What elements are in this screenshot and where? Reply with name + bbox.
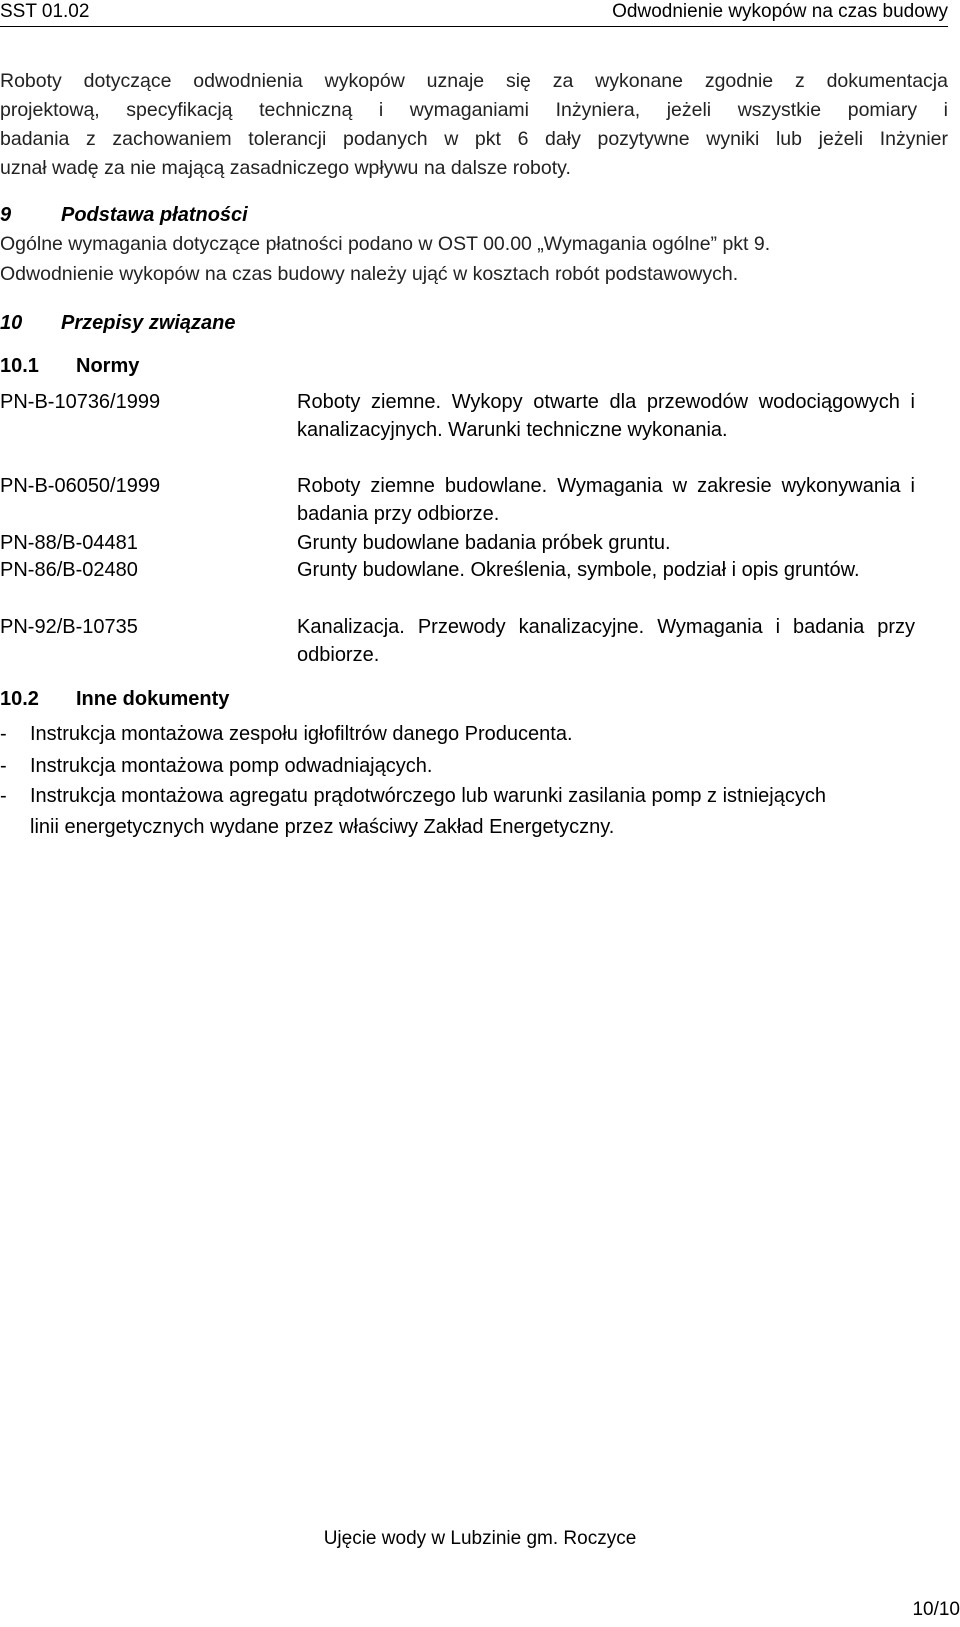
norm-description <box>297 613 915 669</box>
norm-code: PN-B-10736/1999 <box>0 391 161 413</box>
norm-description-text: Kanalizacja. Przewody kanalizacyjne. Wymagania i badania przy odbiorze. <box>297 616 915 666</box>
norm-description-text: Roboty ziemne budowlane. Wymagania w zakresie wykonywania i badania przy odbiorze. <box>297 475 915 525</box>
running-header <box>0 0 948 27</box>
list-item <box>0 719 860 750</box>
list-dash: - <box>0 785 7 807</box>
section-title: Normy <box>76 355 140 377</box>
intro-line: uznał wadę za nie mającą zasadniczego wpływu na dalsze roboty. <box>0 157 571 179</box>
page-number: 10/10 <box>912 1599 960 1620</box>
list-item-text: Instrukcja montażowa pomp odwadniających. <box>30 755 433 777</box>
intro-line: Roboty dotyczące odwodnienia wykopów uznaje się za wykonane zgodnie z dokumentacja <box>0 70 948 92</box>
intro-line: projektową, specyfikacją techniczną i wymaganiami Inżyniera, jeżeli wszystkie pomiary i <box>0 99 948 121</box>
section-number: 10.2 <box>0 688 39 710</box>
norm-description-text: Roboty ziemne. Wykopy otwarte dla przewodów wodociągowych i kanalizacyjnych. Warunki techniczne wykonania. <box>297 391 915 441</box>
payment-line-2: Odwodnienie wykopów na czas budowy należy ująć w kosztach robót podstawowych. <box>0 263 739 285</box>
section-10-1-heading <box>0 353 139 379</box>
section-title: Podstawa płatności <box>61 204 248 226</box>
norm-code: PN-88/B-04481 <box>0 532 138 554</box>
norm-description <box>297 472 915 528</box>
section-number: 9 <box>0 204 12 226</box>
intro-line: badania z zachowaniem tolerancji podanych w pkt 6 dały pozytywne wyniki lub jeżeli Inżynier <box>0 128 948 150</box>
section-number: 10.1 <box>0 355 39 377</box>
section-10-heading <box>0 310 236 336</box>
norm-code: PN-B-06050/1999 <box>0 475 161 497</box>
norm-code: PN-92/B-10735 <box>0 616 138 638</box>
list-item-text: Instrukcja montażowa agregatu prądotwórczego lub warunki zasilania pomp z istniejących linii energetycznych wydane przez właściwy Zakład Energetyczny. <box>30 785 826 838</box>
spec-title: Odwodnienie wykopów na czas budowy <box>612 1 948 22</box>
section-title: Inne dokumenty <box>76 688 230 710</box>
norm-description <box>297 529 915 557</box>
norm-description <box>297 556 915 584</box>
list-item-text: Instrukcja montażowa zespołu igłofiltrów danego Producenta. <box>30 723 573 745</box>
section-title: Przepisy związane <box>61 312 236 334</box>
payment-line-1: Ogólne wymagania dotyczące płatności podano w OST 00.00 „Wymagania ogólne” pkt 9. <box>0 233 771 255</box>
section-10-2-heading <box>0 686 229 712</box>
list-item <box>0 781 860 843</box>
norm-code: PN-86/B-02480 <box>0 559 138 581</box>
norm-description <box>297 388 915 444</box>
norm-description-text: Grunty budowlane badania próbek gruntu. <box>297 532 671 554</box>
list-dash: - <box>0 723 7 745</box>
list-item <box>0 751 860 782</box>
spec-code: SST 01.02 <box>0 1 90 22</box>
section-number: 10 <box>0 312 23 334</box>
footer-project-name: Ujęcie wody w Lubzinie gm. Roczyce <box>323 1528 637 1549</box>
list-dash: - <box>0 755 7 777</box>
section-9-heading <box>0 202 248 228</box>
norm-description-text: Grunty budowlane. Określenia, symbole, podział i opis gruntów. <box>297 559 860 581</box>
